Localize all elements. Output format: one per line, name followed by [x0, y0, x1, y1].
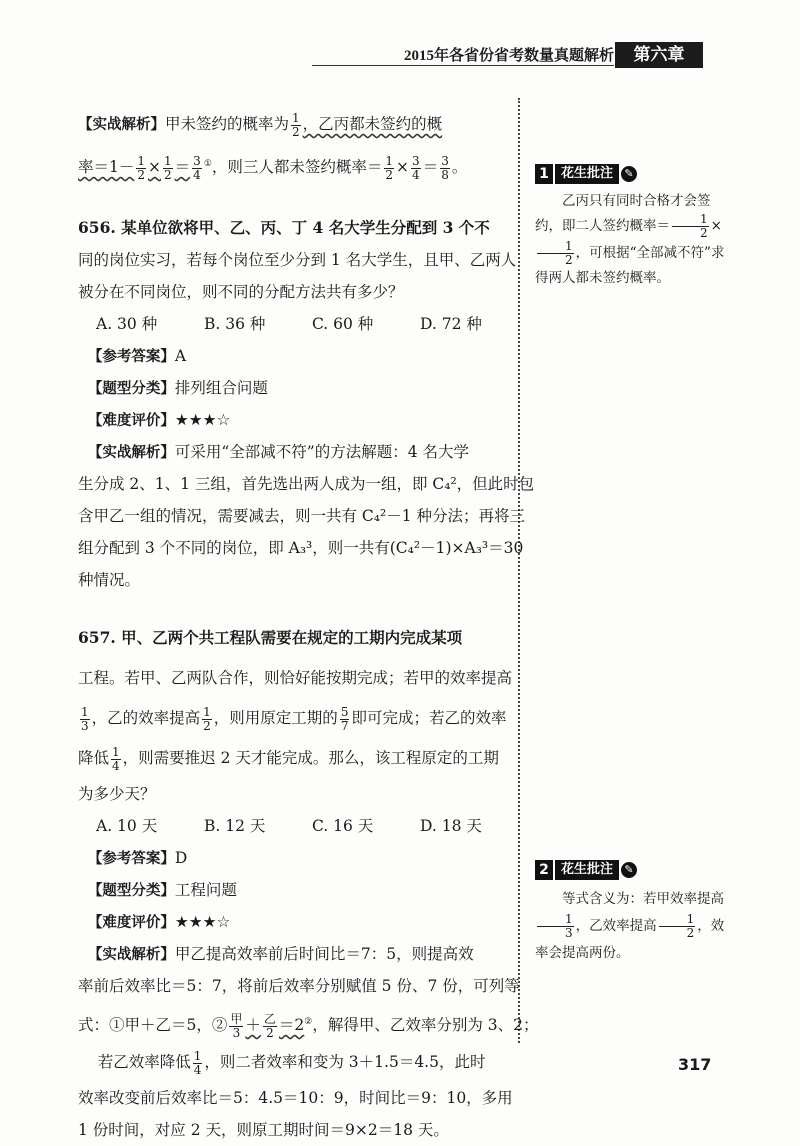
page-header — [312, 42, 702, 74]
analysis-line: 含甲乙一组的情况，需要减去，则一共有 C₄²－1 种分法；再将三 — [78, 507, 526, 525]
difficulty-line — [78, 404, 510, 436]
question-line: 工程。若甲、乙两队合作，则恰好能按期完成；若甲的效率提高 — [78, 669, 513, 687]
difficulty-line — [78, 906, 510, 938]
analysis-tag: 【实战解析】 — [87, 947, 175, 963]
answer-value: D — [174, 849, 188, 867]
fraction: $\frac{1}{2}$ — [292, 110, 300, 139]
pen-icon: ✎ — [621, 166, 637, 182]
text: ，则需要推迟 2 天才能完成。那么，该工程原定的工期 — [122, 749, 499, 767]
category-tag: 【题型分类】 — [87, 883, 175, 899]
chapter-label: 第六章 — [615, 42, 703, 68]
analysis-line — [78, 1042, 510, 1082]
text: 甲乙提高效率前后时间比＝7：5，则提高效 — [174, 945, 474, 963]
answer-tag: 【参考答案】 — [87, 851, 175, 867]
fraction: $\frac{\text{乙}}{2}$ — [263, 1011, 276, 1040]
fraction: $\frac{3}{8}$ — [441, 153, 449, 182]
note-mark: ① — [203, 159, 212, 169]
text: ，乙的效率提高 — [91, 709, 201, 727]
analysis-line — [78, 1002, 539, 1042]
question-line: 657. 甲、乙两个共工程队需要在规定的工期内完成某项 — [78, 628, 463, 647]
analysis-line — [78, 938, 510, 970]
options-row — [78, 308, 510, 340]
question-line: 为多少天？ — [78, 785, 156, 803]
text: 若乙效率降低 — [97, 1053, 191, 1071]
option-b: B. 36 种 — [204, 315, 266, 333]
header-title: 2015年各省份省考数量真题解析 — [404, 48, 615, 64]
options-row — [78, 810, 510, 842]
text: × — [148, 158, 162, 177]
answer-line — [78, 340, 510, 372]
note-text: 乙丙只有同时合格才会签约，即二人签约概率＝ $\frac{1}{2}$ × $\frac{1}{2}$ ，可根据“全部减不符”求得两人都未签约概率。 — [535, 193, 725, 286]
text: ＝ — [174, 158, 191, 177]
text: 降低 — [78, 749, 110, 767]
main-column — [78, 104, 539, 1146]
fraction: $\frac{1}{2}$ — [672, 213, 709, 240]
category-line — [78, 874, 510, 906]
note-label: 花生批注 — [555, 164, 619, 184]
fraction: $\frac{1}{2}$ — [537, 240, 574, 267]
note-number: 1 — [535, 164, 553, 184]
category-tag: 【题型分类】 — [87, 381, 175, 397]
question-line: 656. 某单位欲将甲、乙、丙、丁 4 名大学生分配到 3 个不 — [78, 218, 490, 237]
side-note-2 — [535, 858, 735, 967]
note-text: 等式含义为：若甲效率提高 $\frac{1}{3}$ ，乙效率提高 $\frac{1}{2}$ ，效率会提高两份。 — [535, 891, 725, 961]
fraction: $\frac{1}{3}$ — [537, 913, 574, 940]
text: ，则用原定工期的 — [213, 709, 338, 727]
note-badge — [535, 858, 735, 882]
analysis-line: 组分配到 3 个不同的岗位，即 A₃³，则一共有(C₄²－1)×A₃³＝30 — [78, 539, 524, 557]
option-a: A. 30 种 — [96, 315, 158, 333]
fraction: $\frac{3}{4}$ — [193, 153, 201, 182]
pen-icon: ✎ — [621, 862, 637, 878]
analysis-line: 种情况。 — [78, 571, 141, 589]
text: 率＝1－ — [78, 158, 135, 177]
option-d: D. 72 种 — [420, 315, 482, 333]
analysis-tag: 【实战解析】 — [78, 117, 165, 133]
fraction: $\frac{1}{2}$ — [385, 153, 394, 182]
text: ，乙丙都未签约的概 — [302, 115, 443, 133]
fraction: $\frac{1}{2}$ — [659, 913, 696, 940]
analysis-line: 1 份时间，对应 2 天，则原工期时间＝9×2＝18 天。 — [78, 1121, 449, 1139]
difficulty-tag: 【难度评价】 — [87, 413, 175, 429]
fraction: $\frac{\text{甲}}{3}$ — [230, 1011, 243, 1040]
analysis-tag: 【实战解析】 — [87, 445, 175, 461]
question-line — [78, 738, 510, 778]
analysis-line: 效率改变前后效率比＝5：4.5＝10：9，时间比＝9：10，多用 — [78, 1089, 513, 1107]
option-b: B. 12 天 — [204, 817, 266, 835]
header-rule — [312, 65, 614, 66]
category-line — [78, 372, 510, 404]
answer-value: A — [174, 347, 187, 365]
difficulty-stars: ★★★☆ — [174, 411, 231, 429]
equation-underlined: $\frac{\text{甲}}{3}$ ＋ $\frac{\text{乙}}{2}$ ＝2 — [230, 1011, 305, 1040]
fraction: $\frac{1}{2}$ — [137, 153, 146, 182]
side-note-1 — [535, 162, 735, 290]
text-line — [78, 144, 510, 184]
difficulty-stars: ★★★☆ — [174, 913, 231, 931]
fraction: $\frac{1}{3}$ — [81, 704, 89, 733]
text: ，则二者效率和变为 3＋1.5＝4.5，此时 — [204, 1053, 486, 1071]
text: 可采用“全部减不符”的方法解题：4 名大学 — [174, 443, 469, 461]
option-d: D. 18 天 — [420, 817, 482, 835]
text: 甲未签约的概率为 — [165, 115, 290, 133]
analysis-line: 生分成 2、1、1 三组，首先选出两人成为一组，即 C₄²，但此时包 — [78, 475, 535, 493]
option-c: C. 16 天 — [312, 817, 374, 835]
text: 。 — [451, 158, 468, 177]
analysis-line — [78, 436, 510, 468]
text: 式：①甲＋乙＝5，② — [78, 1016, 228, 1035]
category-value: 工程问题 — [174, 881, 237, 899]
note-number: 2 — [535, 860, 553, 880]
margin-divider — [518, 98, 528, 1043]
fraction: $\frac{1}{4}$ — [112, 744, 120, 773]
text: ＝ — [422, 158, 439, 177]
fraction: $\frac{1}{4}$ — [193, 1048, 202, 1077]
fraction: $\frac{1}{2}$ — [164, 153, 172, 182]
text: × — [396, 158, 410, 177]
difficulty-tag: 【难度评价】 — [87, 915, 175, 931]
answer-tag: 【参考答案】 — [87, 349, 175, 365]
fraction: $\frac{5}{7}$ — [340, 704, 349, 733]
option-a: A. 10 天 — [96, 817, 158, 835]
text-line — [78, 104, 510, 144]
fraction: $\frac{1}{2}$ — [203, 704, 211, 733]
question-line — [78, 698, 510, 738]
note-label: 花生批注 — [555, 860, 619, 880]
text: ，则三人都未签约概率＝ — [211, 158, 383, 177]
answer-line — [78, 842, 510, 874]
text: 即可完成；若乙的效率 — [351, 709, 507, 727]
question-line: 同的岗位实习，若每个岗位至少分到 1 名大学生，且甲、乙两人 — [78, 251, 517, 269]
question-line: 被分在不同岗位，则不同的分配方法共有多少？ — [78, 283, 404, 301]
note-badge — [535, 162, 735, 186]
category-value: 排列组合问题 — [174, 379, 268, 397]
text: ，解得甲、乙效率分别为 3、2； — [312, 1016, 539, 1035]
option-c: C. 60 种 — [312, 315, 374, 333]
page-number: 317 — [678, 1055, 712, 1074]
analysis-line: 率前后效率比＝5：7，将前后效率分别赋值 5 份、7 份，可列等 — [78, 977, 520, 995]
fraction: $\frac{3}{4}$ — [412, 153, 420, 182]
note-mark: ② — [304, 1017, 313, 1027]
